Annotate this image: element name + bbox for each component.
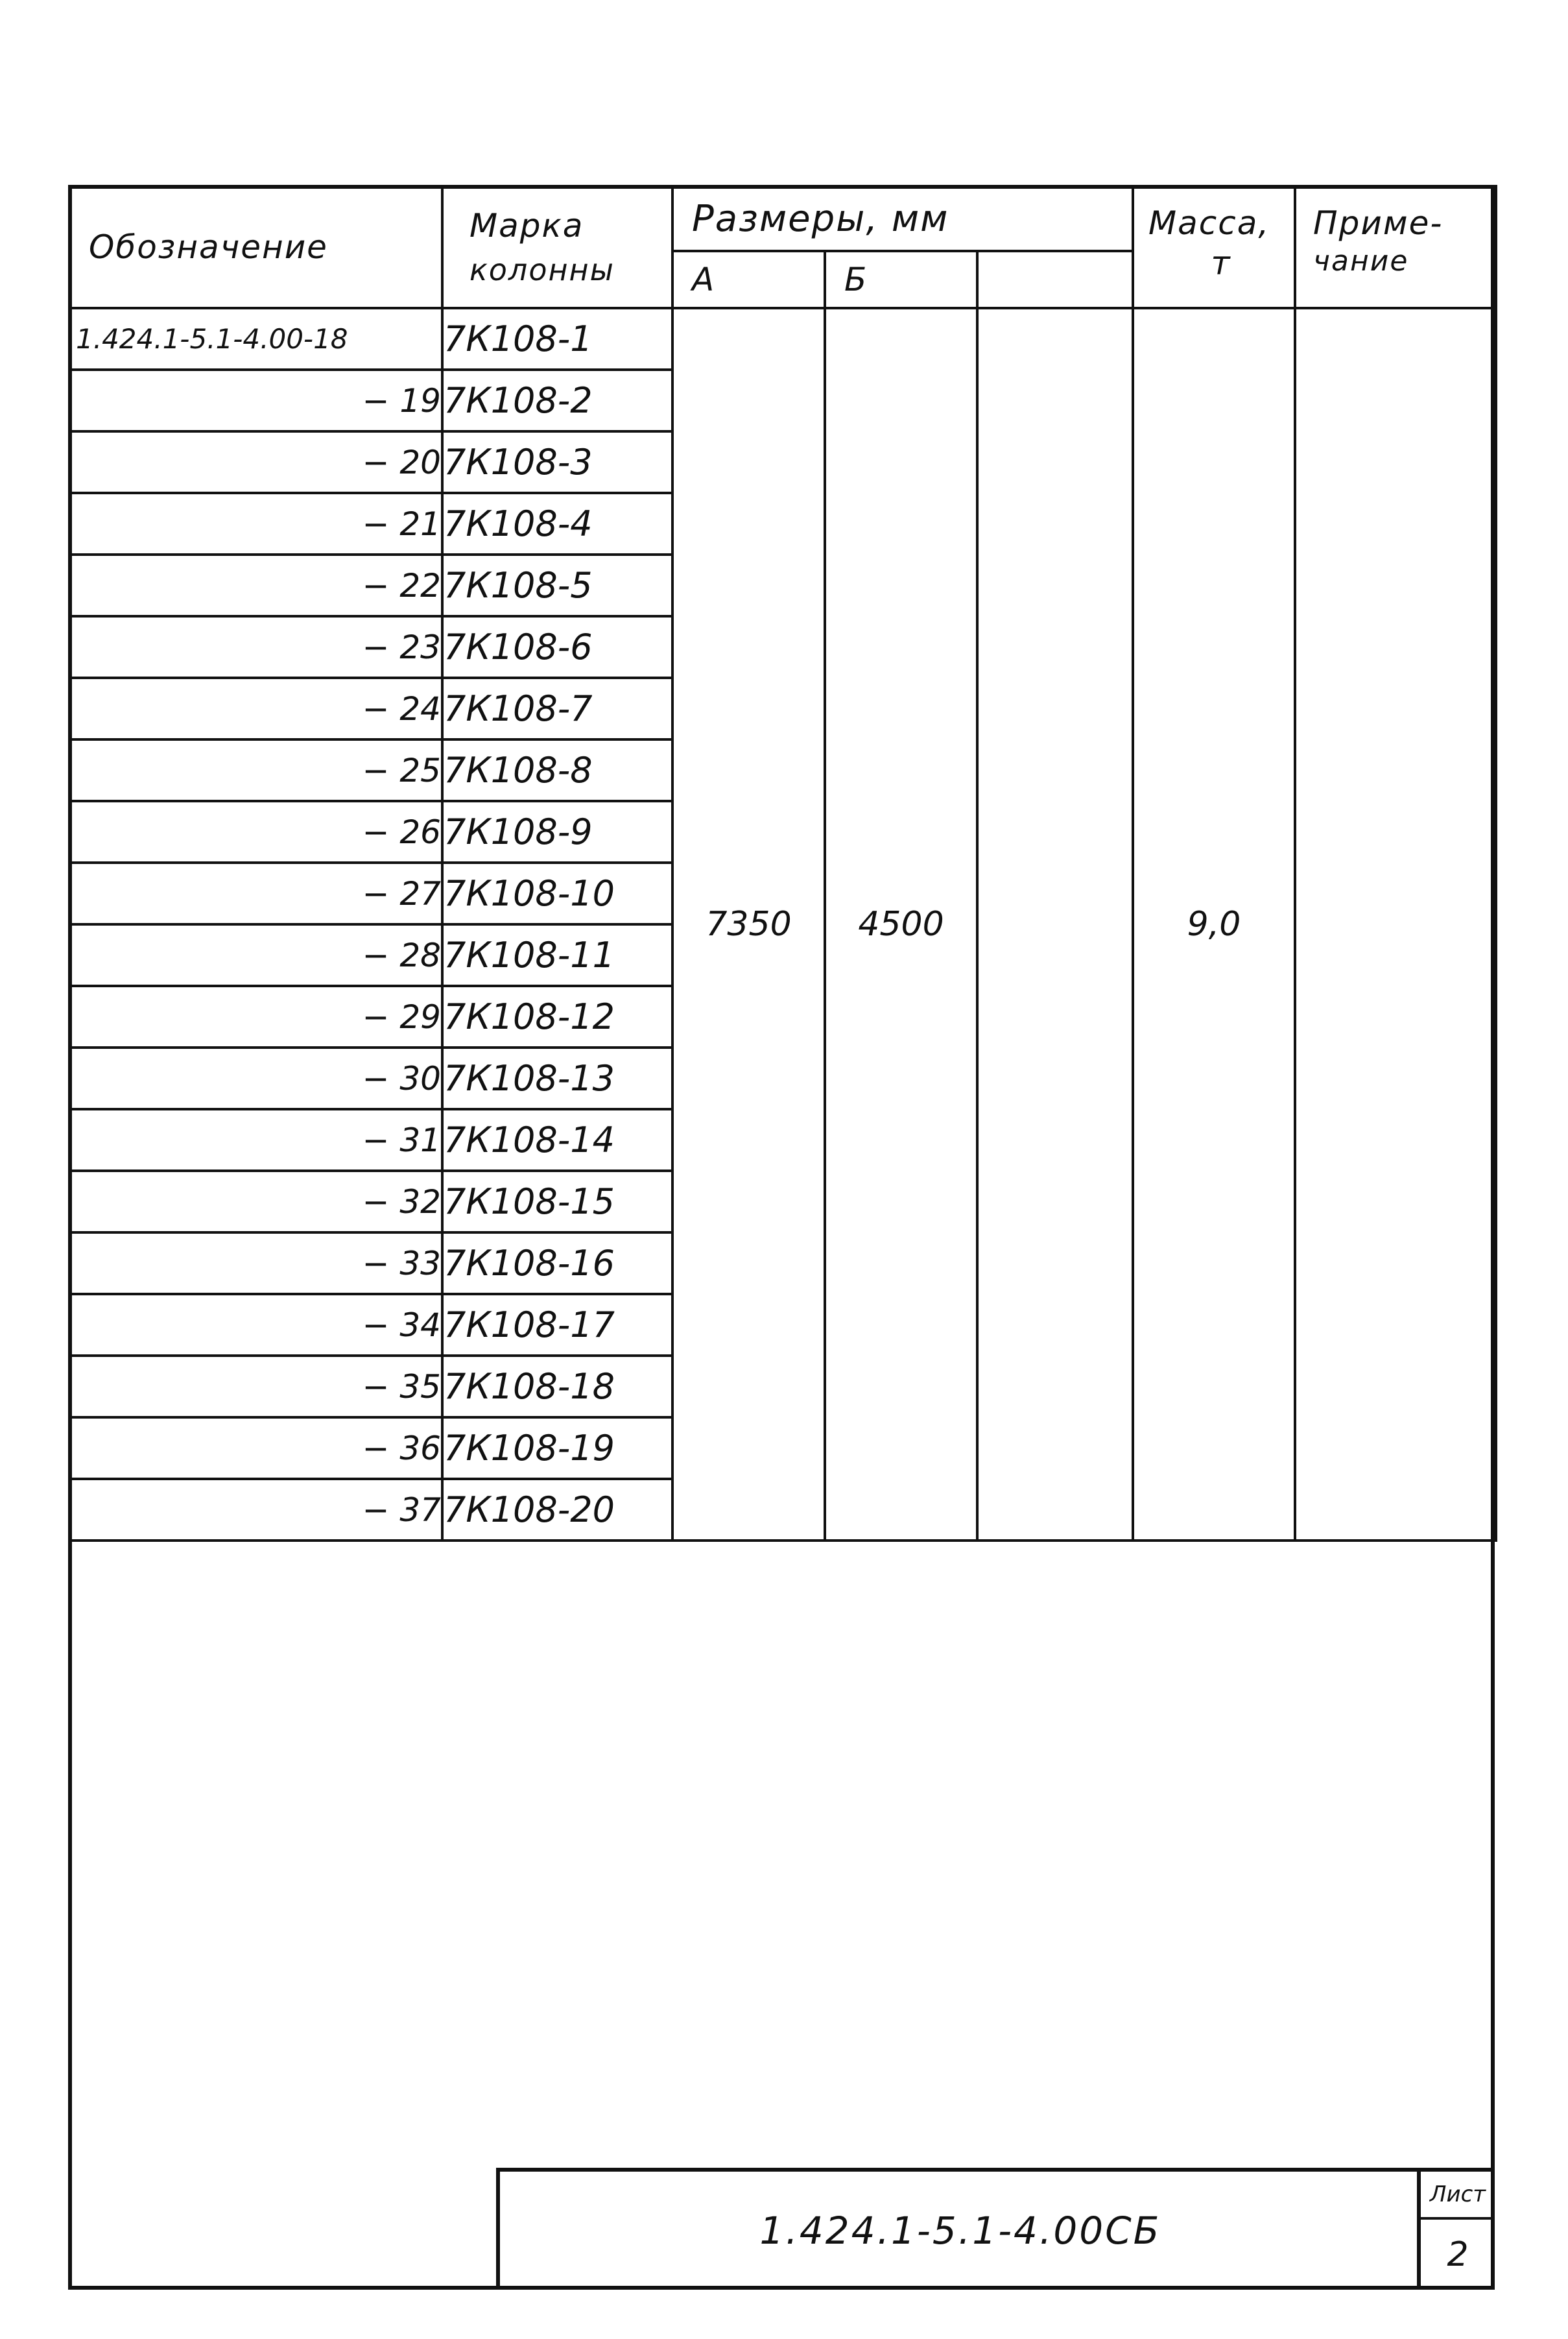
designation-cell: − 37	[69, 1479, 442, 1541]
header-mark-line1: Марка	[469, 207, 584, 245]
header-mark	[442, 186, 672, 308]
designation-cell: − 25	[69, 739, 442, 801]
mark-cell: 7К108-9	[442, 801, 672, 863]
designation-cell: − 22	[69, 555, 442, 616]
mark-cell: 7К108-8	[442, 739, 672, 801]
designation-cell: − 20	[69, 431, 442, 493]
sheet-cell	[1417, 2172, 1495, 2290]
mark-cell: 7К108-4	[442, 493, 672, 555]
header-col-empty	[977, 251, 1133, 308]
value-a-cell: 7350	[672, 308, 825, 1541]
header-mark-line2: колонны	[469, 252, 615, 287]
specification-table	[68, 185, 1497, 1542]
table-row	[69, 308, 1496, 370]
designation-cell: − 21	[69, 493, 442, 555]
designation-cell: − 23	[69, 616, 442, 678]
mark-cell: 7К108-17	[442, 1294, 672, 1356]
designation-cell: − 24	[69, 678, 442, 739]
mark-cell: 7К108-3	[442, 431, 672, 493]
mark-cell: 7К108-5	[442, 555, 672, 616]
mark-cell: 7К108-13	[442, 1048, 672, 1109]
designation-cell: − 33	[69, 1232, 442, 1294]
mark-cell: 7К108-6	[442, 616, 672, 678]
designation-cell: − 30	[69, 1048, 442, 1109]
mark-cell: 7К108-10	[442, 863, 672, 924]
note-cell	[1295, 308, 1496, 1541]
value-mass-cell: 9,0	[1133, 308, 1295, 1541]
mark-cell: 7К108-2	[442, 370, 672, 431]
mark-cell: 7К108-18	[442, 1356, 672, 1417]
designation-cell: − 34	[69, 1294, 442, 1356]
designation-cell: 1.424.1-5.1-4.00-18	[69, 308, 442, 370]
designation-cell: − 27	[69, 863, 442, 924]
mark-cell: 7К108-12	[442, 986, 672, 1048]
designation-cell: − 26	[69, 801, 442, 863]
header-col-a: А	[672, 251, 825, 308]
header-col-b: Б	[825, 251, 977, 308]
designation-cell: − 28	[69, 924, 442, 986]
header-sizes: Размеры, мм	[672, 186, 1133, 251]
document-code: 1.424.1-5.1-4.00СБ	[759, 2209, 1161, 2253]
table-body	[69, 308, 1496, 1541]
mark-cell: 7К108-1	[442, 308, 672, 370]
mark-cell: 7К108-15	[442, 1171, 672, 1232]
sheet-number: 2	[1447, 2235, 1469, 2274]
mark-cell: 7К108-7	[442, 678, 672, 739]
header-note-line1: Приме-	[1313, 204, 1443, 242]
designation-cell: − 31	[69, 1109, 442, 1171]
mark-cell: 7К108-20	[442, 1479, 672, 1541]
designation-cell: − 19	[69, 370, 442, 431]
header-designation: Обозначение	[69, 186, 442, 308]
designation-cell: − 36	[69, 1417, 442, 1479]
mark-cell: 7К108-19	[442, 1417, 672, 1479]
header-mass-line1: Масса,	[1148, 204, 1270, 242]
header-mass-unit: т	[1211, 245, 1231, 282]
mark-cell: 7К108-16	[442, 1232, 672, 1294]
value-empty-cell	[977, 308, 1133, 1541]
sheet-label: Лист	[1421, 2172, 1495, 2220]
designation-cell: − 32	[69, 1171, 442, 1232]
mark-cell: 7К108-11	[442, 924, 672, 986]
header-note-line2: чание	[1313, 245, 1409, 278]
designation-cell: − 35	[69, 1356, 442, 1417]
value-b-cell: 4500	[825, 308, 977, 1541]
mark-cell: 7К108-14	[442, 1109, 672, 1171]
header-mass	[1133, 186, 1295, 308]
header-note	[1295, 186, 1496, 308]
designation-cell: − 29	[69, 986, 442, 1048]
title-block	[496, 2168, 1495, 2290]
